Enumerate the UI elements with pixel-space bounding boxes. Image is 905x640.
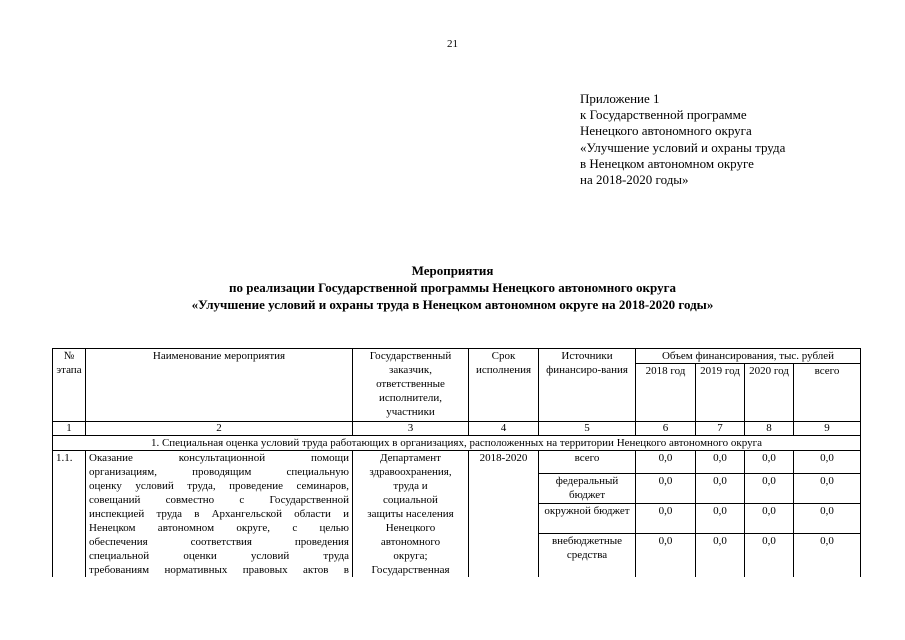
activity-name-line: организациям, проводящим специальную [89,466,349,478]
customer-line: Ненецкого [385,522,436,534]
activities-table [52,348,861,577]
funding-source: всего [539,451,636,474]
funding-2019: 0,0 [696,503,745,533]
column-number: 2 [86,422,353,436]
column-number: 9 [794,422,861,436]
funding-2019: 0,0 [696,533,745,577]
column-number: 6 [636,422,696,436]
section-row [53,436,861,451]
customer-line: Государственная [371,564,450,576]
activity-name-line: оценку условий труда, проведение семинаров, [89,480,349,492]
funding-2018: 0,0 [636,503,696,533]
activity-name-line: совещаний совместно с Государственной [89,494,349,506]
appendix-line: «Улучшение условий и охраны труда [580,139,786,155]
funding-total: 0,0 [794,451,861,474]
customer-line: защиты населения [367,508,454,520]
title-line: «Улучшение условий и охраны труда в Ненецком автономном округе на 2018-2020 годы» [191,297,714,312]
header-year-2020: 2020 год [745,364,794,422]
funding-source: окружной бюджет [539,503,636,533]
section-title: 1. Специальная оценка условий труда работающих в организациях, расположенных на территории Ненецкого автономного округа [53,436,861,451]
activity-name [86,451,353,578]
funding-total: 0,0 [794,473,861,503]
funding-source: федеральный бюджет [539,473,636,503]
funding-2020: 0,0 [745,451,794,474]
appendix-line: Ненецкого автономного округа [580,123,752,139]
customer-line: автономного [380,536,441,548]
header-stage-number: № этапа [53,349,86,422]
header-term: Срок исполнения [469,349,539,422]
customer-line: социальной [383,494,438,506]
appendix-line: на 2018-2020 годы» [580,172,689,188]
title-line: по реализации Государственной программы Ненецкого автономного округа [229,280,676,295]
activity-name-line: Ненецком автономном округе, с целью [89,522,349,534]
column-number: 4 [469,422,539,436]
header-customer: Государственный заказчик, ответственные исполнители, участники [353,349,469,422]
column-number: 8 [745,422,794,436]
column-number: 3 [353,422,469,436]
activity-name-line: обеспечения соответствия проведения [89,536,349,548]
header-funding-sources: Источники финансиро-вания [539,349,636,422]
activity-name-line: требованиям нормативных правовых актов в [89,564,349,576]
column-number: 5 [539,422,636,436]
row-number: 1.1. [53,451,86,578]
activity-name-line: инспекцией труда в Архангельской области и [89,508,349,520]
funding-total: 0,0 [794,533,861,577]
customer-line: Департамент [379,452,441,464]
column-number: 7 [696,422,745,436]
funding-total: 0,0 [794,503,861,533]
header-year-2019: 2019 год [696,364,745,422]
table-row [53,451,861,474]
funding-2018: 0,0 [636,533,696,577]
customer-line: здравоохранения, [369,466,452,478]
activity-name-line: специальной оценки условий труда [89,550,349,562]
header-year-2018: 2018 год [636,364,696,422]
funding-source: внебюджетные средства [539,533,636,577]
funding-2020: 0,0 [745,533,794,577]
customer [353,451,469,578]
appendix-line: Приложение 1 [580,91,660,106]
title-line: Мероприятия [411,263,494,278]
term: 2018-2020 [469,451,539,578]
activity-name-line: Оказание консультационной помощи [89,452,349,464]
column-number: 1 [53,422,86,436]
customer-line: округа; [393,550,428,562]
appendix-caption [580,91,785,188]
header-funding-volume: Объем финансирования, тыс. рублей [636,349,861,364]
appendix-line: к Государственной программе [580,107,747,123]
funding-2019: 0,0 [696,473,745,503]
appendix-line: в Ненецком автономном округе [580,155,754,171]
page-number: 21 [447,38,458,50]
header-activity-name: Наименование мероприятия [86,349,353,422]
column-numbers-row [53,422,861,436]
funding-2018: 0,0 [636,451,696,474]
header-total: всего [794,364,861,422]
funding-2019: 0,0 [696,451,745,474]
customer-line: труда и [393,480,428,492]
funding-2018: 0,0 [636,473,696,503]
header-row [53,349,861,364]
funding-2020: 0,0 [745,473,794,503]
document-title [0,262,905,313]
funding-2020: 0,0 [745,503,794,533]
